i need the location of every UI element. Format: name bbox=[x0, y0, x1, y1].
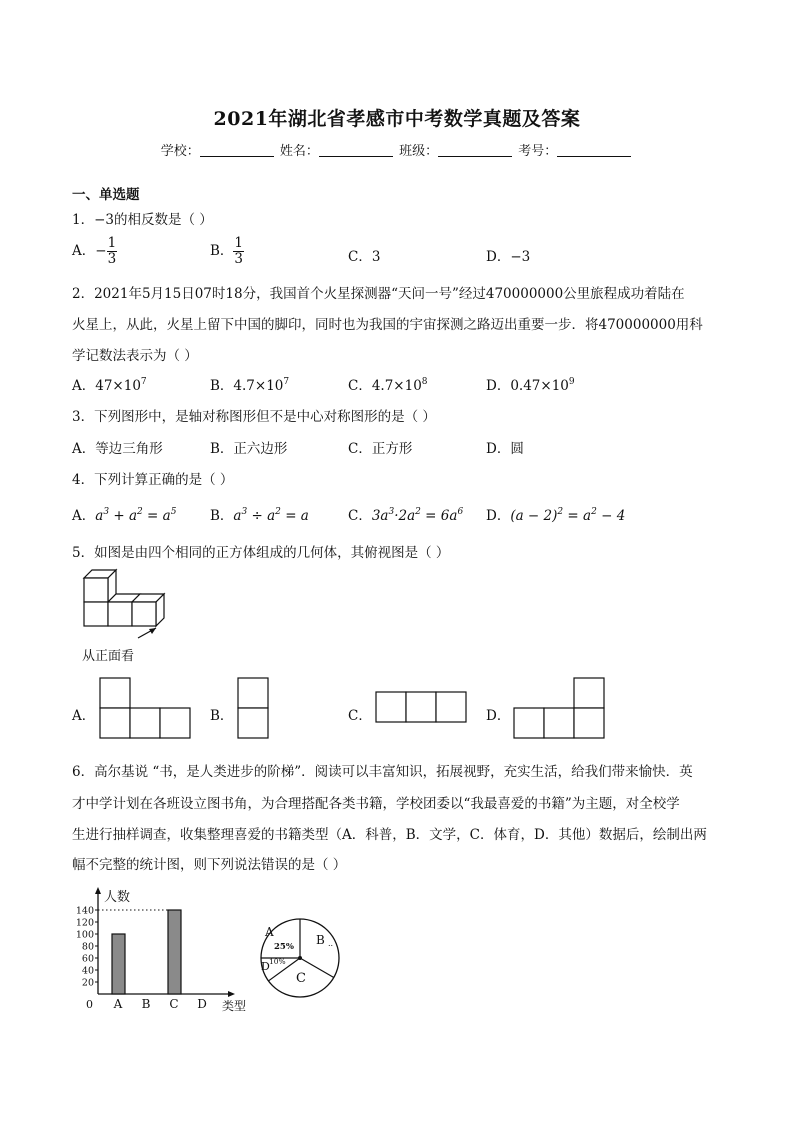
school-blank[interactable] bbox=[200, 143, 274, 157]
q2-a-base: A．47×10 bbox=[72, 378, 141, 394]
q1-b-den: 3 bbox=[234, 251, 244, 267]
q2-a-exp: 7 bbox=[140, 377, 147, 387]
y-axis-label: 人数 bbox=[104, 890, 131, 905]
bar-chart bbox=[70, 884, 270, 1016]
q6-line-3: 生进行抽样调查，收集整理喜爱的书籍类型（A．科普，B．文学，C．体育，D．其他）数据后，绘制出两 bbox=[72, 827, 707, 843]
q5-option-c-label[interactable]: C． bbox=[348, 708, 372, 724]
q1-a-num: 1 bbox=[107, 235, 117, 251]
q2-b-base: B．4.7×10 bbox=[210, 378, 284, 394]
q4-option-c[interactable] bbox=[348, 504, 463, 524]
pie-center bbox=[298, 956, 302, 960]
x-tick-label: C bbox=[169, 997, 179, 1011]
q1-stem: 1．−3的相反数是（ ） bbox=[72, 212, 213, 228]
q2-b-exp: 7 bbox=[283, 377, 290, 387]
q4-option-a[interactable] bbox=[72, 504, 176, 524]
q1-option-d[interactable]: D．−3 bbox=[486, 249, 531, 265]
q2-d-base: D．0.47×10 bbox=[486, 378, 569, 394]
y-tick-label: 60 bbox=[81, 953, 94, 965]
q1-b-fraction bbox=[233, 236, 244, 267]
pie-value-D: 10% bbox=[269, 957, 286, 966]
y-tick-label: 20 bbox=[81, 977, 94, 989]
pie-value-A: 25% bbox=[274, 942, 294, 952]
y-tick-label: 80 bbox=[81, 941, 94, 953]
q3-stem: 3．下列图形中，是轴对称图形但不是中心对称图形的是（ ） bbox=[72, 409, 436, 425]
q5-option-d-figure[interactable] bbox=[512, 676, 606, 740]
q4-option-d[interactable] bbox=[486, 504, 625, 524]
y-tick-label: 40 bbox=[81, 965, 94, 977]
q5-option-a-label[interactable]: A． bbox=[72, 708, 96, 724]
x-axis-arrow bbox=[228, 991, 235, 997]
q4-option-b[interactable] bbox=[210, 504, 309, 524]
x-tick-label: D bbox=[197, 997, 207, 1011]
q4-b-expression: $a^3 \div a^2 = a$ bbox=[233, 507, 309, 524]
q3-option-b[interactable]: B．正六边形 bbox=[210, 441, 288, 457]
q4-stem: 4．下列计算正确的是（ ） bbox=[72, 472, 234, 488]
q1-a-label: A．− bbox=[72, 243, 107, 259]
class-blank[interactable] bbox=[438, 143, 512, 157]
student-info-row bbox=[0, 140, 794, 159]
y-tick-label: 140 bbox=[75, 905, 94, 917]
page-title: 2021年湖北省孝感市中考数学真题及答案 bbox=[213, 108, 581, 130]
class-label: 班级： bbox=[399, 144, 439, 159]
name-blank[interactable] bbox=[319, 143, 393, 157]
y-axis-arrow bbox=[95, 887, 101, 894]
q2-d-exp: 9 bbox=[568, 377, 575, 387]
q1-option-a[interactable] bbox=[72, 236, 117, 267]
y-tick-label: 120 bbox=[75, 917, 94, 929]
q2-line-3: 学记数法表示为（ ） bbox=[72, 348, 198, 364]
q6-line-1: 6．高尔基说 “书，是人类进步的阶梯”．阅读可以丰富知识，拓展视野，充实生活，给我们带来愉快．英 bbox=[72, 764, 693, 780]
q4-d-label: D． bbox=[486, 508, 511, 524]
q3-option-a[interactable]: A．等边三角形 bbox=[72, 441, 163, 457]
name-label: 姓名： bbox=[279, 144, 319, 159]
q2-c-exp: 8 bbox=[421, 377, 428, 387]
q4-d-expression: $(a - 2)^2 = a^2 - 4$ bbox=[510, 507, 626, 524]
q2-option-a[interactable] bbox=[72, 374, 147, 394]
pie-label-C: C bbox=[296, 971, 306, 986]
q4-a-expression: $a^3 + a^2 = a^5$ bbox=[95, 507, 177, 524]
q2-c-base: C．4.7×10 bbox=[348, 378, 422, 394]
q1-option-b[interactable] bbox=[210, 236, 244, 267]
q5-option-b-label[interactable]: B． bbox=[210, 708, 234, 724]
q2-option-b[interactable] bbox=[210, 374, 289, 394]
section-heading: 一、单选题 bbox=[72, 187, 140, 203]
y-tick-label: 100 bbox=[75, 929, 94, 941]
bar-A bbox=[112, 934, 125, 994]
q6-line-2: 才中学计划在各班设立图书角，为合理搭配各类书籍，学校团委以“我最喜爱的书籍”为主题，对全校学 bbox=[72, 796, 680, 812]
q2-option-d[interactable] bbox=[486, 374, 575, 394]
q5-option-b-figure[interactable] bbox=[236, 676, 270, 740]
q5-option-c-figure[interactable] bbox=[374, 690, 468, 724]
q1-a-den: 3 bbox=[107, 251, 117, 267]
x-tick-label: B bbox=[141, 997, 151, 1011]
bar-C bbox=[168, 910, 181, 994]
y-tick-label: 0 bbox=[86, 998, 93, 1011]
x-axis-label: 类型 bbox=[222, 999, 247, 1013]
exam-no-blank[interactable] bbox=[557, 143, 631, 157]
x-tick-label: A bbox=[113, 997, 123, 1011]
q1-a-fraction bbox=[107, 236, 118, 267]
q2-line-2: 火星上，从此，火星上留下中国的脚印，同时也为我国的宇宙探测之路迈出重要一步．将470000000用科 bbox=[72, 317, 703, 333]
pie-label-B-dots: .. bbox=[328, 939, 334, 948]
pie-label-D: D bbox=[261, 960, 270, 973]
q3-option-d[interactable]: D．圆 bbox=[486, 441, 524, 457]
q2-line-1: 2．2021年5月15日07时18分，我国首个火星探测器“天问一号”经过470000000公里旅程成功着陆在 bbox=[72, 286, 685, 302]
q5-option-d-label[interactable]: D． bbox=[486, 708, 511, 724]
q4-b-label: B． bbox=[210, 508, 234, 524]
q4-a-label: A． bbox=[72, 508, 96, 524]
q5-stem: 5．如图是由四个相同的正方体组成的几何体，其俯视图是（ ） bbox=[72, 545, 450, 561]
pie-chart bbox=[254, 914, 346, 1006]
exam-no-label: 考号： bbox=[518, 144, 558, 159]
q4-c-label: C． bbox=[348, 508, 372, 524]
q1-b-num: 1 bbox=[234, 235, 244, 251]
q2-option-c[interactable] bbox=[348, 374, 428, 394]
q1-option-c[interactable]: C．3 bbox=[348, 249, 381, 265]
pie-label-B: B bbox=[316, 933, 325, 947]
q1-b-label: B． bbox=[210, 243, 234, 259]
q5-option-a-figure[interactable] bbox=[98, 676, 192, 740]
pie-label-A: A bbox=[265, 925, 274, 939]
q6-line-4: 幅不完整的统计图，则下列说法错误的是（ ） bbox=[72, 857, 347, 873]
q5-solid-figure bbox=[76, 568, 186, 666]
q4-c-expression: $3a^3\cdot 2a^2 = 6a^6$ bbox=[371, 507, 464, 524]
q3-option-c[interactable]: C．正方形 bbox=[348, 441, 413, 457]
school-label: 学校： bbox=[160, 144, 200, 159]
view-caption: 从正面看 bbox=[82, 649, 135, 664]
